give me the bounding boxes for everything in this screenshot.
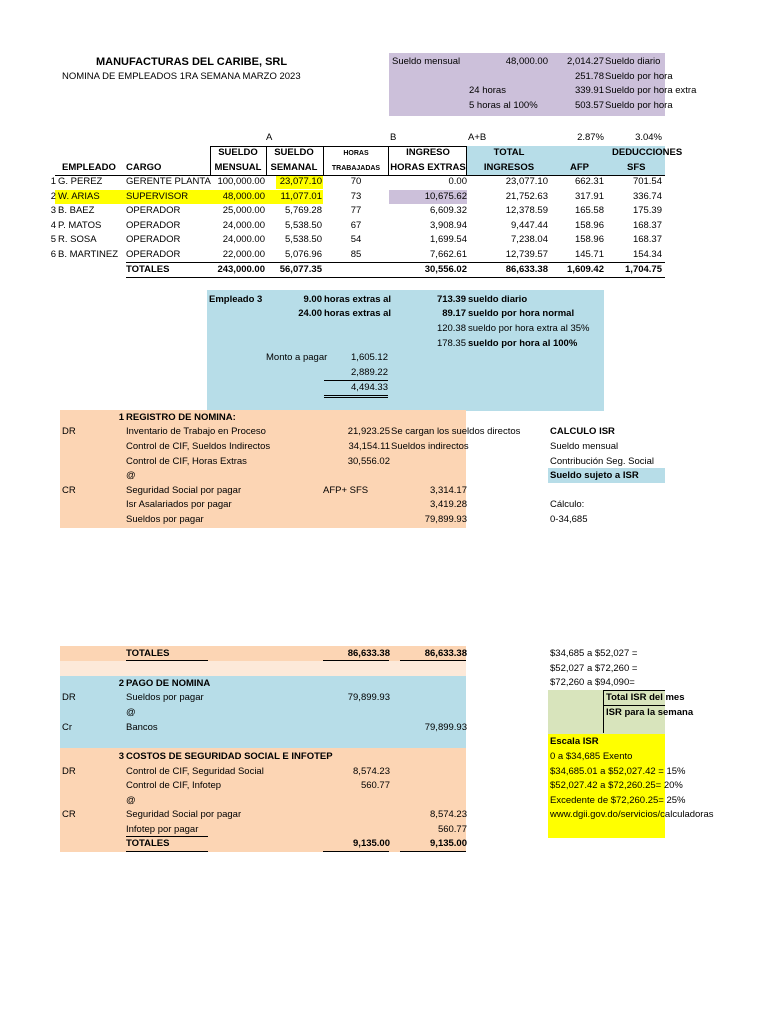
sueldo-semanal: 5,769.28 <box>285 205 322 216</box>
isr-e3: $52,027.42 a $72,260.25= 20% <box>550 780 683 791</box>
entry3-num: 3 <box>118 751 124 762</box>
isr-escala: Escala ISR <box>550 736 599 747</box>
sfs-value: 175.39 <box>632 205 662 216</box>
entry2-cr: Cr <box>62 722 73 733</box>
emp3-h1: 9.00 <box>303 294 322 305</box>
horas-trabajadas: 67 <box>350 219 362 231</box>
emp3-monto-label: Monto a pagar <box>266 352 328 363</box>
entry3-title: COSTOS DE SEGURIDAD SOCIAL E INFOTEP <box>126 751 333 762</box>
entry3-l3-amt: 8,574.23 <box>430 809 467 820</box>
afp-value: 317.91 <box>574 190 604 202</box>
grid-line <box>603 705 665 706</box>
employee-name: G. PEREZ <box>58 176 103 187</box>
entry1-l3-amt: 30,556.02 <box>347 456 390 467</box>
rates-label-3: 24 horas <box>469 85 506 96</box>
grid-line <box>603 690 665 691</box>
entry1-l1-note: Se cargan los sueldos directos <box>391 426 521 437</box>
grid-line <box>126 277 665 278</box>
emp3-v3: 120.38 <box>436 323 466 334</box>
isr-l1: Sueldo mensual <box>550 441 619 452</box>
row-number: 6 <box>50 248 56 260</box>
entry2-l1: Sueldos por pagar <box>126 692 204 703</box>
isr-c2: $34,685 a $52,027 = <box>550 648 638 659</box>
emp3-h2: 24.00 <box>298 308 322 319</box>
totals-overline <box>126 836 208 837</box>
entry3-cr: CR <box>62 809 76 820</box>
isr-url[interactable]: www.dgii.gov.do/servicios/calculadoras <box>550 809 714 820</box>
col-marker-a: A <box>266 132 273 143</box>
entry3-l1: Control de CIF, Seguridad Social <box>126 766 264 777</box>
isr-c1: 0-34,685 <box>550 514 588 525</box>
sueldo-semanal: 23,077.10 <box>279 176 322 187</box>
horas-trabajadas: 70 <box>350 176 362 187</box>
entry2-num: 2 <box>118 678 124 689</box>
horas-trabajadas: 77 <box>350 205 362 216</box>
emp3-v1-desc: sueldo diario <box>468 294 528 305</box>
entry2-dr: DR <box>62 692 76 703</box>
totals-underline <box>126 851 208 852</box>
entry1-l4-note: AFP+ SFS <box>323 485 369 496</box>
header-sueldo-semanal-1: SUELDO <box>274 147 314 158</box>
totals-label: TOTALES <box>126 264 170 275</box>
employee-cargo: GERENTE PLANTA <box>126 176 211 187</box>
entry1-l5: Isr Asalariados por pagar <box>126 499 232 510</box>
totals-total: 86,633.38 <box>505 264 548 275</box>
row-number: 1 <box>50 176 56 187</box>
header-deducciones: DEDUCCIONES <box>612 147 683 158</box>
row-number: 3 <box>50 205 56 216</box>
employee-name: B. MARTINEZ <box>58 248 118 260</box>
rates-label-1: Sueldo mensual <box>392 56 461 67</box>
col-marker-b: B <box>390 132 397 143</box>
header-sueldo-semanal-2: SEMANAL <box>270 162 318 173</box>
sfs-value: 336.74 <box>632 190 662 202</box>
rates-label-4: 5 horas al 100% <box>469 100 538 111</box>
entry1-l2-note: Sueldos indirectos <box>391 441 469 452</box>
header-total-1: TOTAL <box>493 147 525 158</box>
entry2-l2: Bancos <box>126 722 158 733</box>
employee-name: B. BAEZ <box>58 205 95 216</box>
entry2-l2-amt: 79,899.93 <box>424 722 467 733</box>
emp3-h1-desc: horas extras al <box>324 294 392 305</box>
sfs-value: 154.34 <box>632 248 662 260</box>
sueldo-semanal: 11,077.01 <box>280 190 322 202</box>
totals-mensual: 243,000.00 <box>217 264 265 275</box>
grid-line <box>466 146 467 175</box>
header-empleado: EMPLEADO <box>62 162 116 173</box>
entry3-at: @ <box>126 795 136 806</box>
entry1-l5-amt: 3,419.28 <box>430 499 467 510</box>
totals-underline <box>323 660 389 661</box>
totals-semanal: 56,077.35 <box>279 264 322 275</box>
afp-value: 145.71 <box>574 248 604 260</box>
afp-value: 165.58 <box>574 205 604 216</box>
entry3-totals-dr: 9,135.00 <box>353 838 390 849</box>
sueldo-semanal: 5,076.96 <box>285 248 322 260</box>
rates-desc-2: Sueldo por hora <box>605 71 673 82</box>
entry1-l2-amt: 34,154.11 <box>348 441 390 452</box>
entry2-l1-amt: 79,899.93 <box>347 692 390 703</box>
ingreso-horas-extras: 7,662.61 <box>430 248 467 260</box>
isr-c4: $72,260 a $94,090= <box>550 677 635 688</box>
spacer-fill <box>60 661 466 676</box>
entry1-l1: Inventario de Trabajo en Proceso <box>126 426 266 437</box>
afp-value: 662.31 <box>574 176 604 187</box>
sueldo-mensual: 48,000.00 <box>222 190 265 202</box>
sfs-rate: 3.04% <box>635 132 662 143</box>
isr-c3: $52,027 a $72,260 = <box>550 663 638 674</box>
rates-value-1b: 2,014.27 <box>567 56 604 67</box>
totals-underline <box>400 851 466 852</box>
header-horas-1: HORAS <box>343 150 369 157</box>
entry1-at: @ <box>126 470 136 481</box>
totals-sfs: 1,704.75 <box>625 264 662 275</box>
employee-cargo: OPERADOR <box>126 234 181 245</box>
entry1-totals-dr: 86,633.38 <box>347 648 390 659</box>
total-ingresos: 9,447.44 <box>511 219 548 231</box>
isr-l3: Sueldo sujeto a ISR <box>550 470 639 481</box>
header-cargo: CARGO <box>126 162 162 173</box>
grid-line <box>266 146 267 175</box>
afp-value: 158.96 <box>574 219 604 231</box>
rates-desc-1: Sueldo diario <box>605 56 661 67</box>
header-ingreso-2: HORAS EXTRAS <box>390 162 466 173</box>
row-number: 4 <box>50 219 56 231</box>
grid-line <box>210 146 211 175</box>
horas-trabajadas: 54 <box>350 234 362 245</box>
header-ingreso-1: INGRESO <box>406 147 450 158</box>
ingreso-horas-extras: 1,699.54 <box>430 234 467 245</box>
header-total-2: INGRESOS <box>483 162 535 173</box>
entry1-title: REGISTRO DE NOMINA: <box>126 412 236 423</box>
entry3-l4: Infotep por pagar <box>126 824 199 835</box>
sueldo-mensual: 100,000.00 <box>217 176 265 187</box>
isr-title: CALCULO ISR <box>550 426 615 437</box>
emp3-v2-desc: sueldo por hora normal <box>468 308 575 319</box>
emp3-monto-clip <box>266 351 328 365</box>
entry1-l4-amt: 3,314.17 <box>430 485 467 496</box>
afp-value: 158.96 <box>574 234 604 245</box>
entry3-l4-amt: 560.77 <box>437 824 467 835</box>
entry1-totals-cr: 86,633.38 <box>424 648 467 659</box>
total-ingresos: 7,238.04 <box>511 234 548 245</box>
sueldo-mensual: 24,000.00 <box>222 219 265 231</box>
employee-cargo: SUPERVISOR <box>126 190 189 202</box>
sueldo-semanal: 5,538.50 <box>285 234 322 245</box>
company-title: MANUFACTURAS DEL CARIBE, SRL <box>96 56 288 68</box>
totals-extra: 30,556.02 <box>424 264 467 275</box>
total-ingresos: 12,378.59 <box>505 205 548 216</box>
totals-underline <box>400 660 466 661</box>
rates-value-1: 48,000.00 <box>505 56 548 67</box>
header-sueldo-mensual-1: SUELDO <box>218 147 258 158</box>
header-horas-2: TRABAJADAS <box>331 165 381 172</box>
total-ingresos: 12,739.57 <box>505 248 548 260</box>
grid-line <box>126 262 665 263</box>
entry1-l3: Control de CIF, Horas Extras <box>126 456 247 467</box>
totals-afp: 1,609.42 <box>567 264 604 275</box>
ingreso-horas-extras: 10,675.62 <box>424 190 467 202</box>
sfs-value: 168.37 <box>632 219 662 231</box>
sum-line <box>324 380 388 381</box>
sum-line <box>324 395 388 396</box>
entry1-l6: Sueldos por pagar <box>126 514 204 525</box>
employee-name: R. SOSA <box>58 234 97 245</box>
isr-total: Total ISR del mes <box>606 692 685 703</box>
emp3-m2: 2,889.22 <box>351 367 388 378</box>
isr-e1: 0 a $34,685 Exento <box>550 751 633 762</box>
entry3-dr: DR <box>62 766 76 777</box>
header-sueldo-mensual-2: MENSUAL <box>214 162 262 173</box>
employee-cargo: OPERADOR <box>126 205 181 216</box>
ingreso-horas-extras: 6,609.32 <box>430 205 467 216</box>
totals-underline <box>323 851 389 852</box>
employee-cargo: OPERADOR <box>126 248 181 260</box>
isr-calc: Cálculo: <box>550 499 585 510</box>
emp3-h2-desc: horas extras al <box>324 308 392 319</box>
rates-value-2: 251.78 <box>574 71 604 82</box>
emp3-v1: 713.39 <box>436 294 466 305</box>
grid-line <box>55 175 665 176</box>
entry1-l1-amt: 21,923.25 <box>347 426 390 437</box>
sum-line <box>324 397 388 398</box>
rates-desc-3: Sueldo por hora extra <box>605 85 697 96</box>
entry3-l2-amt: 560.77 <box>360 780 390 791</box>
total-ingresos: 23,077.10 <box>505 176 548 187</box>
row-number: 2 <box>50 190 56 202</box>
employee-name: P. MATOS <box>58 219 102 231</box>
col-marker-ab: A+B <box>468 132 487 143</box>
horas-trabajadas: 73 <box>350 190 362 202</box>
ingreso-horas-extras: 3,908.94 <box>430 219 467 231</box>
isr-semana: ISR para la semana <box>606 707 694 718</box>
ingreso-horas-extras: 0.00 <box>448 176 467 187</box>
emp3-v4-desc: sueldo por hora al 100% <box>468 338 578 349</box>
isr-l2: Contribución Seg. Social <box>550 456 655 467</box>
entry3-totals-label: TOTALES <box>126 838 170 849</box>
emp3-v2: 89.17 <box>442 308 466 319</box>
employee-name: W. ARIAS <box>58 190 100 202</box>
grid-line <box>323 146 324 175</box>
afp-rate: 2.87% <box>577 132 604 143</box>
total-ingresos: 21,752.63 <box>505 190 548 202</box>
grid-line <box>603 690 604 733</box>
emp3-v4: 178.35 <box>436 338 466 349</box>
totals-underline <box>126 660 208 661</box>
horas-trabajadas: 85 <box>350 248 362 260</box>
isr-e4: Excedente de $72,260.25= 25% <box>550 795 686 806</box>
emp3-label: Empleado 3 <box>209 294 263 305</box>
isr-e2: $34,685.01 a $52,027.42 = 15% <box>550 766 686 777</box>
sfs-value: 701.54 <box>632 176 662 187</box>
sueldo-mensual: 22,000.00 <box>222 248 265 260</box>
entry1-cr: CR <box>62 485 76 496</box>
header-afp: AFP <box>570 162 589 173</box>
emp3-m3: 4,494.33 <box>351 382 388 393</box>
entry1-l6-amt: 79,899.93 <box>424 514 467 525</box>
grid-line <box>388 146 389 175</box>
entry3-l1-amt: 8,574.23 <box>353 766 390 777</box>
sueldo-mensual: 24,000.00 <box>222 234 265 245</box>
entry1-num: 1 <box>118 412 124 423</box>
grid-line <box>211 146 466 147</box>
entry1-l2: Control de CIF, Sueldos Indirectos <box>126 441 271 452</box>
entry1-l4: Seguridad Social por pagar <box>126 485 242 496</box>
sfs-value: 168.37 <box>632 234 662 245</box>
employee-cargo: OPERADOR <box>126 219 181 231</box>
rates-value-3: 339.91 <box>574 85 604 96</box>
rates-value-4: 503.57 <box>574 100 604 111</box>
entry3-totals-cr: 9,135.00 <box>430 838 467 849</box>
company-subtitle: NOMINA DE EMPLEADOS 1RA SEMANA MARZO 2023 <box>62 71 301 82</box>
sueldo-semanal: 5,538.50 <box>285 219 322 231</box>
sueldo-mensual: 25,000.00 <box>222 205 265 216</box>
entry2-title: PAGO DE NOMINA <box>126 678 211 689</box>
entry3-l3: Seguridad Social por pagar <box>126 809 242 820</box>
entry2-at: @ <box>126 707 136 718</box>
entry1-dr: DR <box>62 426 76 437</box>
entry3-l2: Control de CIF, Infotep <box>126 780 222 791</box>
row-number: 5 <box>50 234 56 245</box>
header-sfs: SFS <box>627 162 646 173</box>
emp3-v3-desc: sueldo por hora extra al 35% <box>468 323 590 334</box>
entry1-totals-label: TOTALES <box>126 648 170 659</box>
emp3-m1: 1,605.12 <box>351 352 388 363</box>
rates-desc-4: Sueldo por hora <box>605 100 673 111</box>
